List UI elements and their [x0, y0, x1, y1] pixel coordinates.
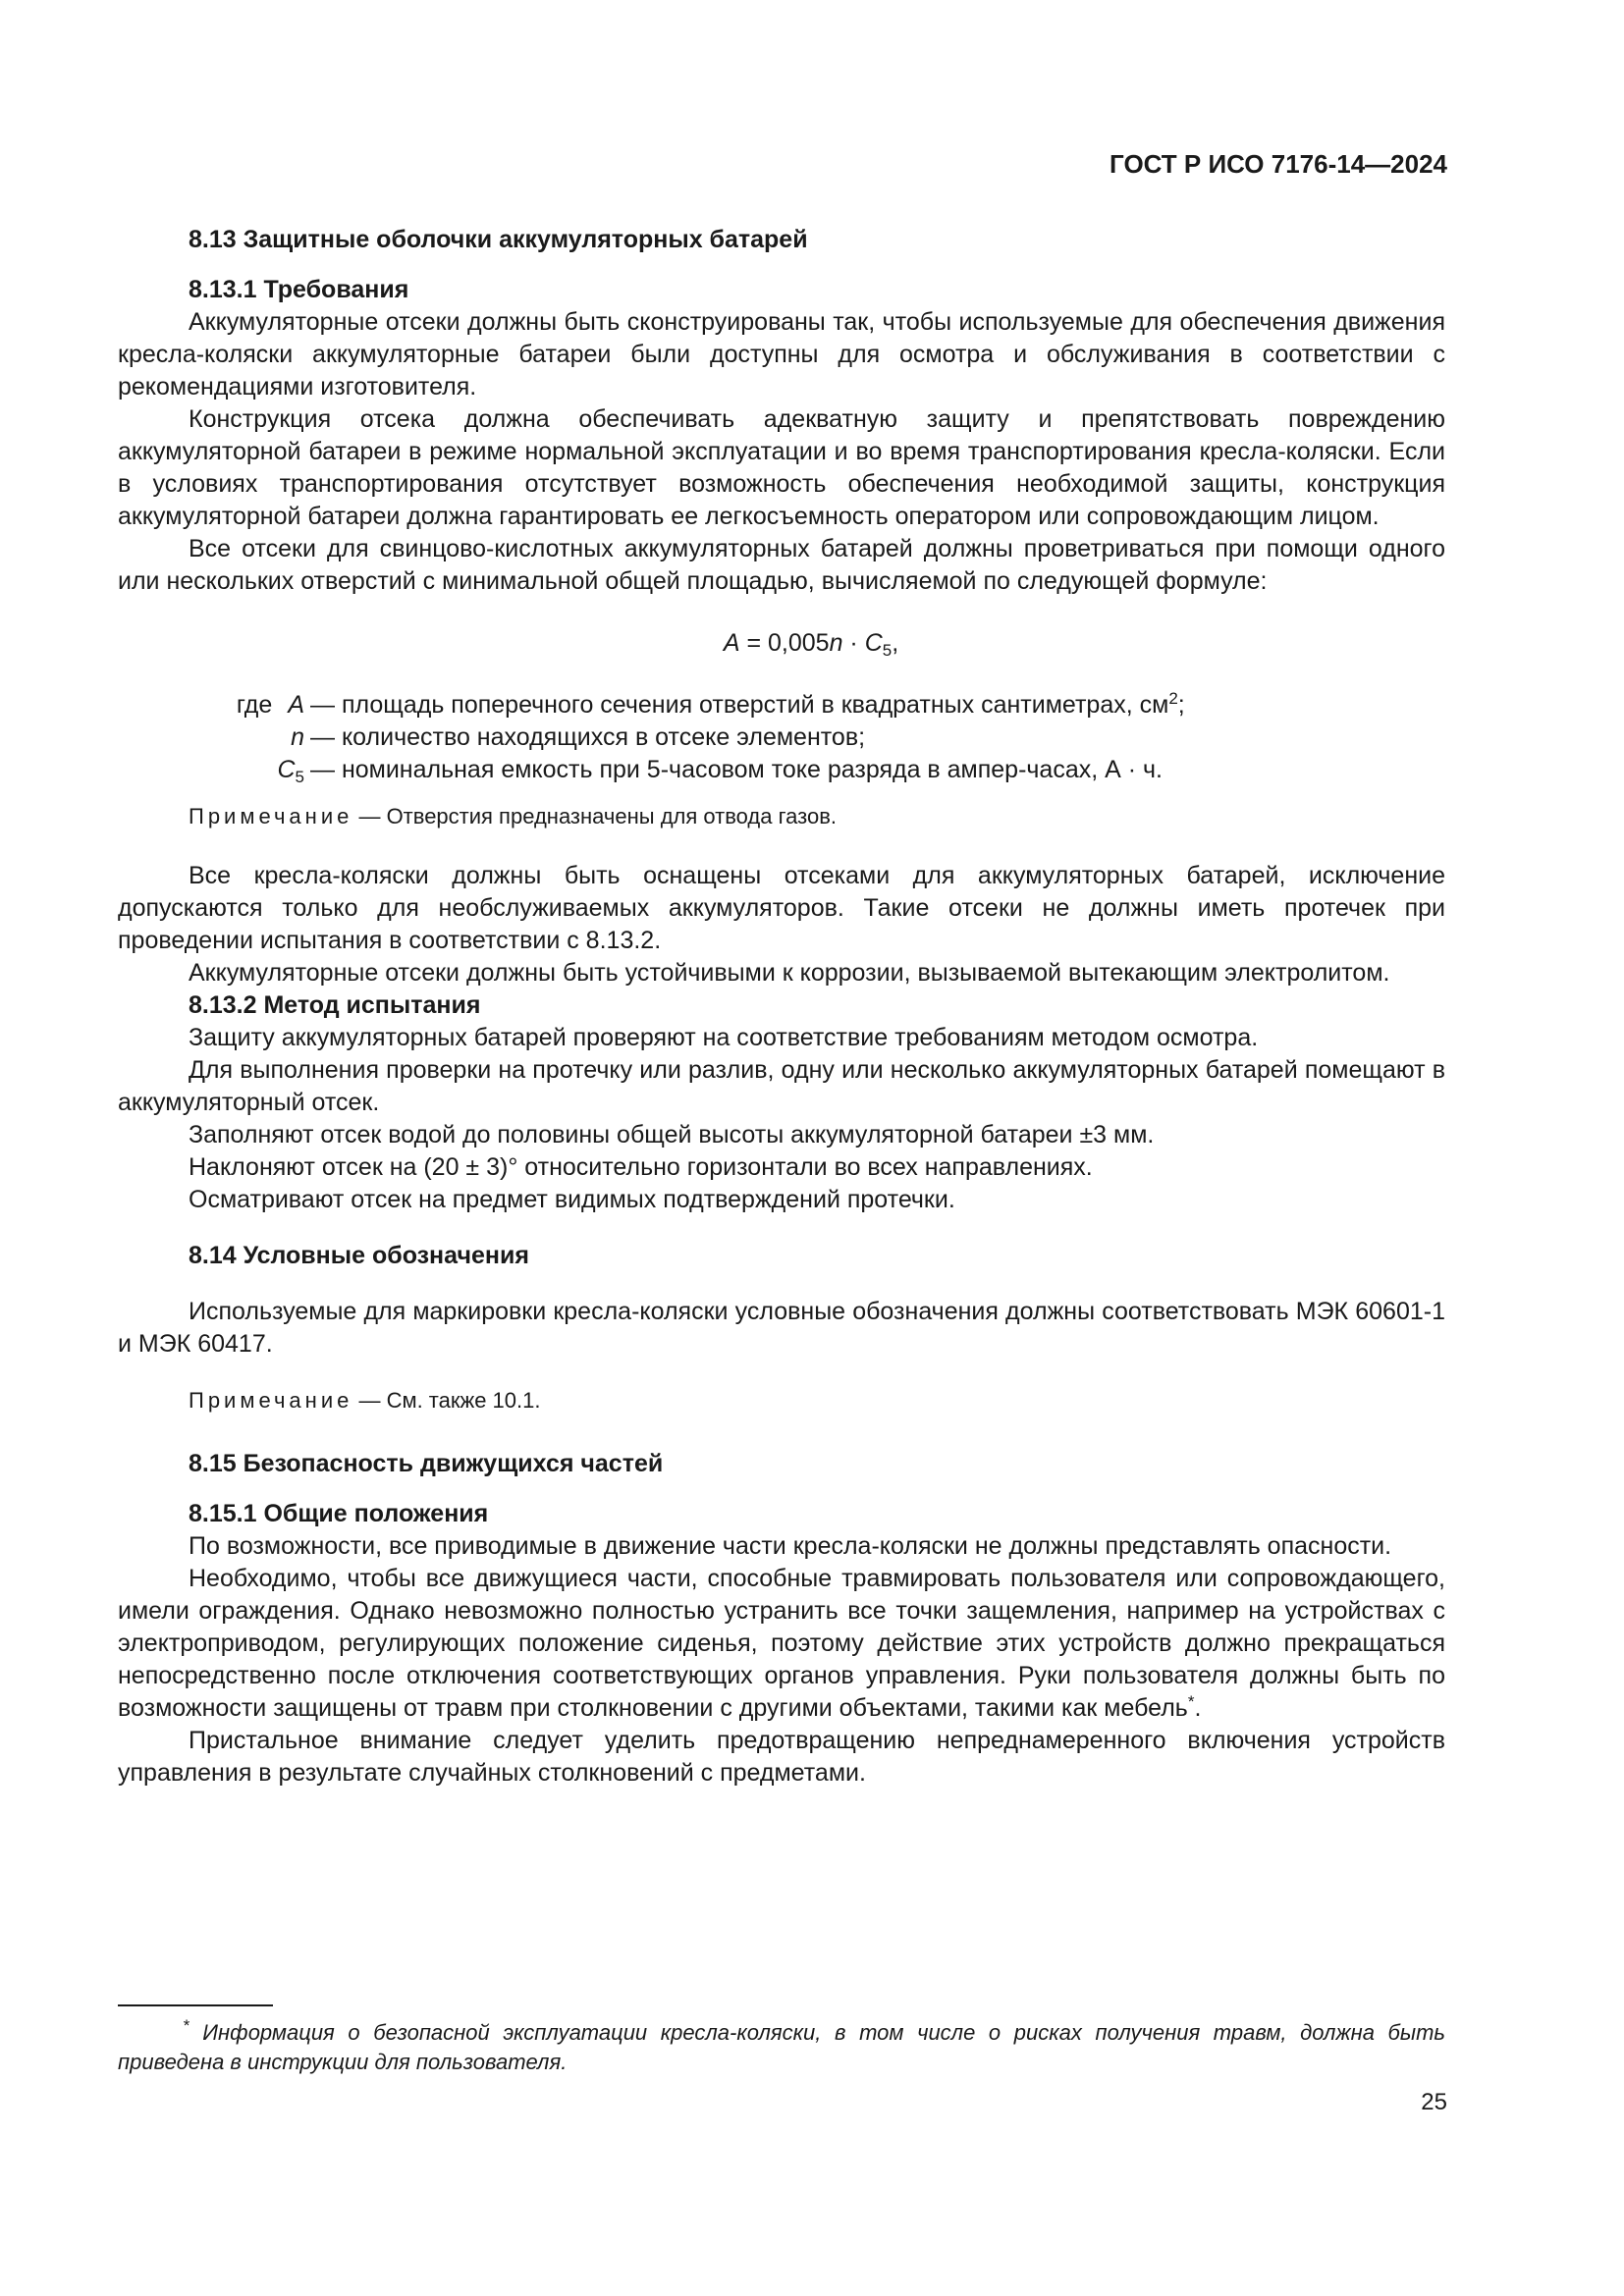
- footnote-separator: [118, 2004, 273, 2006]
- legend-superscript: 2: [1168, 689, 1178, 708]
- legend-row: [118, 754, 1445, 786]
- footnote-mark: *: [183, 2016, 189, 2035]
- legend-row: [118, 721, 1445, 754]
- paragraph: Используемые для маркировки кресла-коляски условные обозначения должны соответствовать МЭК 60601-1 и МЭК 60417.: [118, 1298, 1445, 1358]
- formula-legend: [118, 689, 1445, 786]
- paragraph: Заполняют отсек водой до половины общей высоты аккумуляторной батареи ±3 мм.: [189, 1121, 1155, 1148]
- paragraph: По возможности, все приводимые в движение части кресла-коляски не должны представлять опасности.: [189, 1532, 1392, 1560]
- paragraph: [118, 1563, 1445, 1725]
- section-8-15-title: 8.15 Безопасность движущихся частей: [189, 1450, 664, 1477]
- legend-punct: ;: [1177, 691, 1185, 719]
- note-text: — Отверстия предназначены для отвода газов.: [352, 804, 838, 828]
- paragraph: Наклоняют отсек на (20 ± 3)° относительно горизонтали во всех направлениях.: [189, 1153, 1093, 1181]
- section-8-13-title: 8.13 Защитные оболочки аккумуляторных батарей: [189, 226, 808, 253]
- note-text: — См. также 10.1.: [352, 1388, 541, 1413]
- section-8-14-title: 8.14 Условные обозначения: [189, 1242, 529, 1269]
- page-number: 25: [1421, 2089, 1447, 2115]
- paragraph: Для выполнения проверки на протечку или разлив, одну или несколько аккумуляторных батарей помещают в аккумуляторный отсек.: [118, 1056, 1445, 1116]
- legend-symbol: C: [277, 756, 296, 783]
- formula-symbol: A: [723, 629, 740, 657]
- legend-lead: где: [236, 691, 273, 719]
- paragraph: Конструкция отсека должна обеспечивать адекватную защиту и препятствовать повреждению аккумуляторной батареи в режиме нормальной эксплуатации и во время транспортирования кресла-коляски. Если в условиях транспортирования отсутствует возможность обеспечения необходимой защиты, конструкция аккумуляторной батареи должна гарантировать ее легкосъемность оператором или сопровождающим лицом.: [118, 405, 1445, 530]
- section-8-15-1-title: 8.15.1 Общие положения: [189, 1500, 489, 1527]
- paragraph-text: .: [1194, 1694, 1202, 1722]
- note-label: Примечание: [189, 804, 353, 828]
- legend-description: — количество находящихся в отсеке элементов;: [310, 723, 866, 751]
- legend-row: [118, 689, 1445, 721]
- formula-text: = 0,005: [739, 629, 830, 657]
- paragraph: Пристальное внимание следует уделить предотвращению непреднамеренного включения устройств управления в результате случайных столкновений с предметами.: [118, 1727, 1445, 1787]
- legend-description: — номинальная емкость при 5-часовом токе разряда в ампер-часах, А · ч.: [310, 756, 1163, 783]
- paragraph: Все отсеки для свинцово-кислотных аккумуляторных батарей должны проветриваться при помощи одного или нескольких отверстий с минимальной общей площадью, вычисляемой по следующей формуле:: [118, 535, 1445, 595]
- formula-symbol: n: [829, 629, 843, 657]
- paragraph-text: Необходимо, чтобы все движущиеся части, способные травмировать пользователя или сопровождающего, имели ограждения. Однако невозможно полностью устранить все точки защемления, например на устройствах с электроприводом, регулирующих положение сиденья, поэтому действие этих устройств должно прекращаться непосредственно после отключения соответствующих органов управления. Руки пользователя должны быть по возможности защищены от травм при столкновении с другими объектами, такими как мебель: [118, 1565, 1445, 1722]
- note: [118, 1384, 1445, 1416]
- main-text: [118, 224, 1445, 1789]
- note: [118, 800, 1445, 832]
- footnote-text: Информация о безопасной эксплуатации кресла-коляски, в том числе о рисках получения травм, должна быть приведена в инструкции для пользователя.: [118, 2020, 1445, 2074]
- section-8-13-1-title: 8.13.1 Требования: [189, 276, 409, 303]
- paragraph: Все кресла-коляски должны быть оснащены отсеками для аккумуляторных батарей, исключение допускаются только для необслуживаемых аккумуляторов. Такие отсеки не должны иметь протечек при проведении испытания в соответствии с 8.13.2.: [118, 862, 1445, 954]
- formula-text: ·: [842, 629, 865, 657]
- legend-symbol: n: [291, 723, 304, 751]
- paragraph: Аккумуляторные отсеки должны быть сконструированы так, чтобы используемые для обеспечения движения кресла-коляски аккумуляторные батареи были доступны для осмотра и обслуживания в соответствии с рекомендациями изготовителя.: [118, 308, 1445, 400]
- formula-symbol: C: [864, 629, 883, 657]
- legend-description: — площадь поперечного сечения отверстий в квадратных сантиметрах, см: [310, 691, 1169, 719]
- note-label: Примечание: [189, 1388, 353, 1413]
- footnote-reference[interactable]: *: [1187, 1692, 1195, 1711]
- legend-symbol: A: [288, 691, 304, 719]
- formula: [118, 627, 1445, 660]
- formula-text: ,: [892, 629, 899, 657]
- legend-subscript: 5: [295, 768, 304, 786]
- formula-subscript: 5: [882, 641, 893, 660]
- section-8-13-2-title: 8.13.2 Метод испытания: [189, 991, 481, 1019]
- paragraph: Аккумуляторные отсеки должны быть устойчивыми к коррозии, вызываемой вытекающим электролитом.: [189, 959, 1390, 987]
- document-id: ГОСТ Р ИСО 7176-14—2024: [1110, 149, 1447, 179]
- paragraph: Защиту аккумуляторных батарей проверяют на соответствие требованиям методом осмотра.: [189, 1024, 1259, 1051]
- paragraph: Осматривают отсек на предмет видимых подтверждений протечки.: [189, 1186, 955, 1213]
- footnote: [118, 2018, 1445, 2077]
